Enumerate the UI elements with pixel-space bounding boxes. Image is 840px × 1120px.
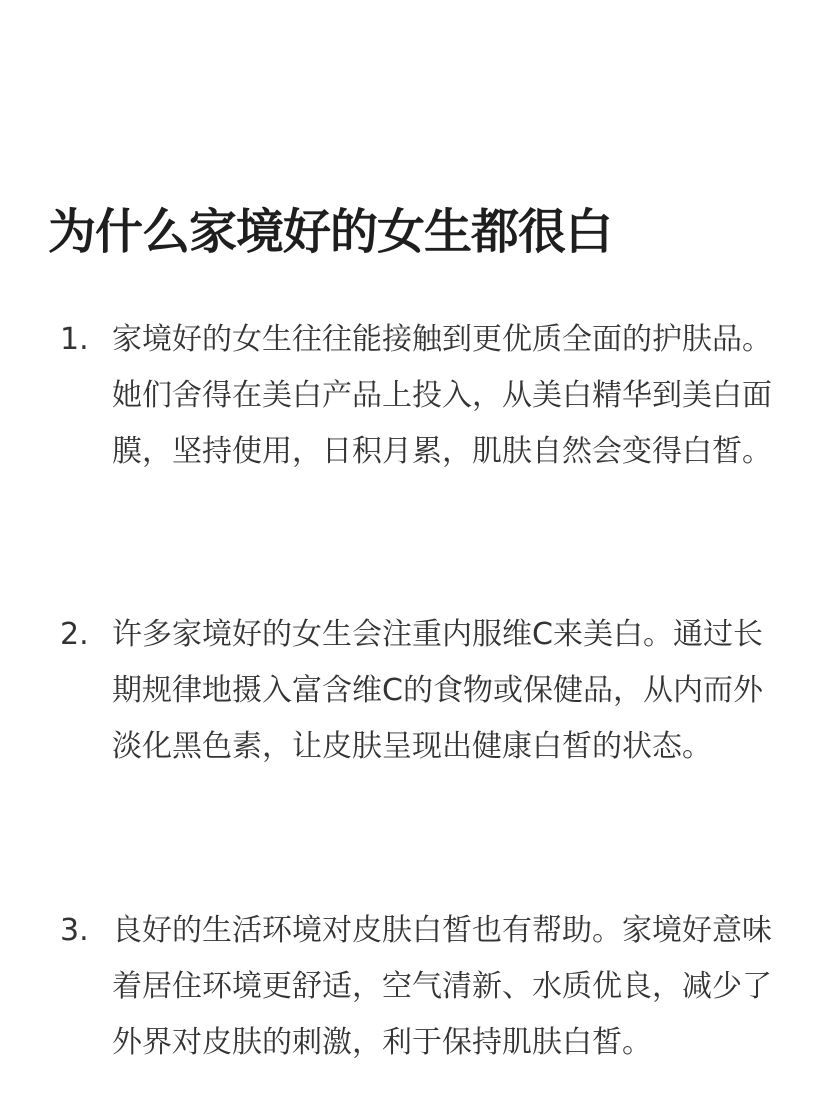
list-item-text: 许多家境好的女生会注重内服维C来美白。通过长期规律地摄入富含维C的食物或保健品，从内而外淡化黑色素，让皮肤呈现出健康白皙的状态。 [112, 617, 763, 764]
list-item-number: 3. [60, 913, 89, 948]
list-item-text: 良好的生活环境对皮肤白皙也有帮助。家境好意味着居住环境更舒适，空气清新、水质优良，减少了外界对皮肤的刺激，利于保持肌肤白皙。 [112, 913, 772, 1060]
page-title: 为什么家境好的女生都很白 [48, 204, 613, 260]
list-item-number: 2. [60, 617, 89, 652]
list-item-number: 1. [60, 322, 89, 357]
list-item-text: 家境好的女生往往能接触到更优质全面的护肤品。她们舍得在美白产品上投入，从美白精华到美白面膜，坚持使用，日积月累，肌肤自然会变得白皙。 [112, 322, 772, 469]
